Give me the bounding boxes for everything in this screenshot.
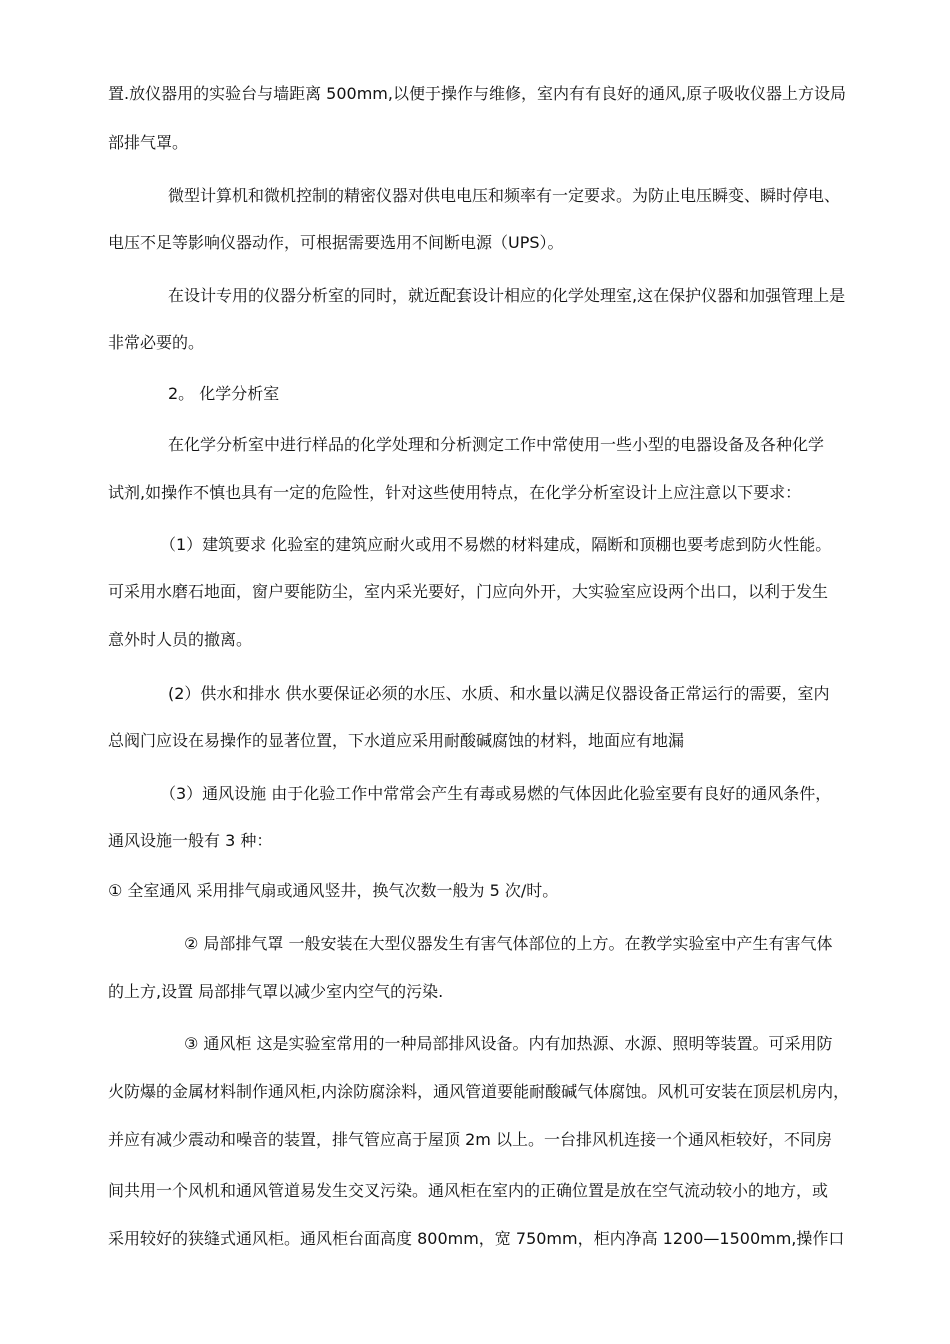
text-line: 总阀门应设在易操作的显著位置，下水道应采用耐酸碱腐蚀的材料，地面应有地漏 — [108, 731, 685, 750]
text-line: 在设计专用的仪器分析室的同时，就近配套设计相应的化学处理室,这在保护仪器和加强管理上是 — [168, 286, 846, 305]
list-item: ③ 通风柜 这是实验室常用的一种局部排风设备。内有加热源、水源、照明等装置。可采用防 — [184, 1034, 833, 1053]
list-item: ① 全室通风 采用排气扇或通风竖井，换气次数一般为 5 次/时。 — [108, 881, 559, 900]
text-line: 间共用一个风机和通风管道易发生交叉污染。通风柜在室内的正确位置是放在空气流动较小的地方，或 — [108, 1181, 829, 1200]
text-line: 电压不足等影响仪器动作，可根据需要选用不间断电源（UPS）。 — [108, 233, 564, 252]
text-line: 部排气罩。 — [108, 133, 189, 152]
text-line: 非常必要的。 — [108, 333, 205, 352]
text-line: 可采用水磨石地面，窗户要能防尘，室内采光要好，门应向外开，大实验室应设两个出口，以利于发生 — [108, 582, 829, 601]
text-line: （1）建筑要求 化验室的建筑应耐火或用不易燃的材料建成，隔断和顶棚也要考虑到防火性能。 — [160, 535, 832, 554]
text-line: 的上方,设置 局部排气罩以减少室内空气的污染. — [108, 982, 444, 1001]
text-line: 意外时人员的撤离。 — [108, 630, 253, 649]
list-item: ② 局部排气罩 一般安装在大型仪器发生有害气体部位的上方。在教学实验室中产生有害气体 — [184, 934, 833, 953]
section-heading: 2。 化学分析室 — [168, 384, 280, 403]
text-line: 置.放仪器用的实验台与墙距离 500mm,以便于操作与维修，室内有有良好的通风,原子吸收仪器上方设局 — [108, 84, 847, 103]
text-line: 通风设施一般有 3 种： — [108, 831, 273, 850]
text-line: 微型计算机和微机控制的精密仪器对供电电压和频率有一定要求。为防止电压瞬变、瞬时停电、 — [168, 186, 841, 205]
text-line: （3）通风设施 由于化验工作中常常会产生有毒或易燃的气体因此化验室要有良好的通风条件， — [160, 784, 832, 803]
text-line: 试剂,如操作不慎也具有一定的危险性，针对这些使用特点，在化学分析室设计上应注意以下要求： — [108, 483, 802, 502]
text-line: 火防爆的金属材料制作通风柜,内涂防腐涂料，通风管道要能耐酸碱气体腐蚀。风机可安装在顶层机房内， — [108, 1082, 850, 1101]
text-line: 并应有减少震动和噪音的装置，排气管应高于屋顶 2m 以上。一台排风机连接一个通风柜较好，不同房 — [108, 1130, 832, 1149]
text-line: (2）供水和排水 供水要保证必须的水压、水质、和水量以满足仪器设备正常运行的需要，室内 — [168, 684, 830, 703]
text-line: 在化学分析室中进行样品的化学处理和分析测定工作中常使用一些小型的电器设备及各种化学 — [168, 435, 825, 454]
text-line: 采用较好的狭缝式通风柜。通风柜台面高度 800mm，宽 750mm，柜内净高 1200—1500mm,操作口 — [108, 1229, 845, 1248]
